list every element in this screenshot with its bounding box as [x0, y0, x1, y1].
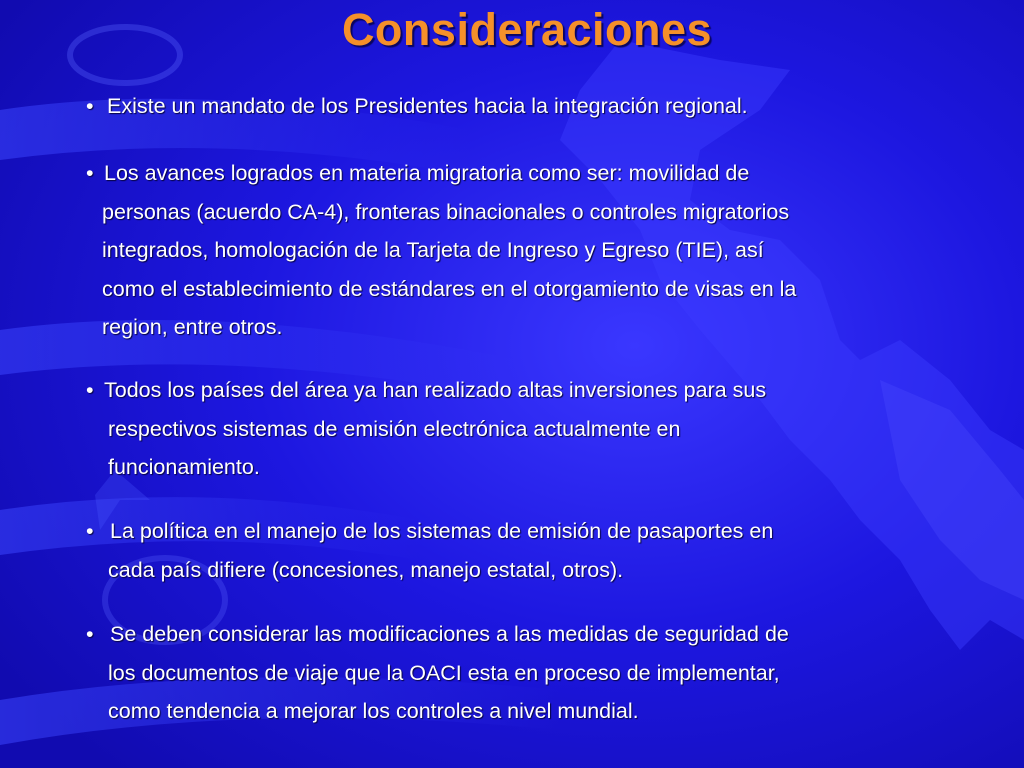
bullet-text-line: Se deben considerar las modificaciones a las medidas de seguridad de [110, 622, 789, 646]
bullet-text-line: personas (acuerdo CA-4), fronteras binacionales o controles migratorios [102, 199, 790, 224]
bullet-text-line: Existe un mandato de los Presidentes hacia la integración regional. [107, 94, 748, 118]
bullet-text-line: como el establecimiento de estándares en el otorgamiento de visas en la [102, 276, 797, 301]
bullet-marker: • [86, 622, 94, 646]
bullet-item-2 [86, 154, 797, 347]
bullet-item-1 [86, 87, 748, 126]
bullet-item-3 [86, 371, 767, 487]
bullet-marker: • [86, 94, 94, 118]
bullet-item-4 [86, 512, 774, 589]
bullet-text-line: los documentos de viaje que la OACI esta en proceso de implementar, [108, 660, 780, 685]
bullet-marker: • [86, 161, 94, 185]
bullet-text-line: respectivos sistemas de emisión electrónica actualmente en [108, 416, 681, 441]
bullet-text-line: Los avances logrados en materia migratoria como ser: movilidad de [104, 161, 750, 185]
bullet-marker: • [86, 519, 94, 543]
bullet-text-line: cada país difiere (concesiones, manejo estatal, otros). [108, 557, 624, 582]
bullet-text-line: region, entre otros. [102, 315, 283, 339]
bullet-marker: • [86, 378, 94, 402]
bullet-text-line: funcionamiento. [108, 455, 260, 479]
slide-title: Consideraciones [341, 4, 713, 55]
bullet-text-line: como tendencia a mejorar los controles a nivel mundial. [108, 699, 639, 723]
bullet-item-5 [86, 615, 789, 731]
bullet-text-line: La política en el manejo de los sistemas de emisión de pasaportes en [110, 519, 774, 543]
bullet-text-line: integrados, homologación de la Tarjeta de Ingreso y Egreso (TIE), así [102, 238, 764, 262]
bullet-text-line: Todos los países del área ya han realizado altas inversiones para sus [104, 378, 767, 402]
